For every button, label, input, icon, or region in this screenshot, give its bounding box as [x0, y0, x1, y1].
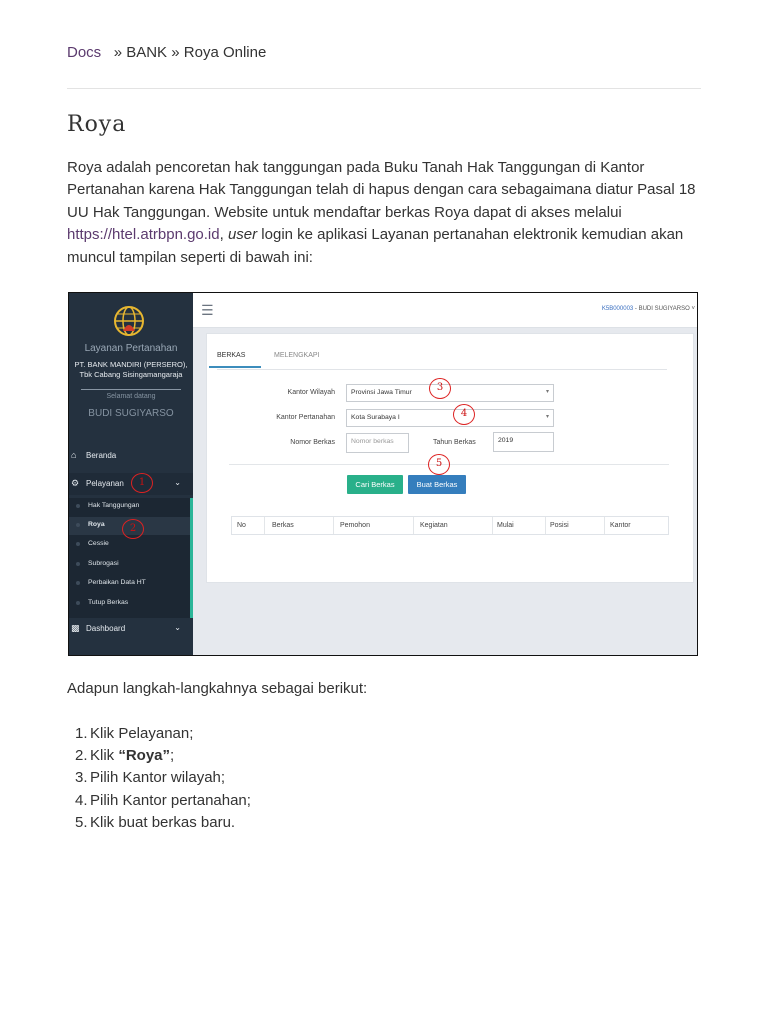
submenu-label: Cessie [88, 540, 109, 547]
marker-4: 4 [453, 404, 475, 425]
submenu-item-perbaikan-data-ht[interactable] [69, 575, 190, 593]
breadcrumb-separator: » [171, 44, 180, 61]
app-topbar [193, 293, 697, 328]
nav-label: Pelayanan [86, 479, 124, 488]
tab-berkas[interactable]: BERKAS [217, 352, 261, 359]
table-column-divider [333, 517, 334, 534]
table-header-cell: No [237, 522, 246, 529]
cubes-icon: ▩ [71, 623, 80, 633]
table-column-divider [492, 517, 493, 534]
breadcrumb-docs-link[interactable]: Docs [67, 44, 102, 61]
caret-down-icon: ▾ [545, 414, 549, 420]
breadcrumb-bank: BANK [126, 44, 168, 61]
marker-2: 2 [122, 519, 144, 539]
sidebar-divider [81, 389, 181, 390]
user-account-menu[interactable]: K5B000003 - BUDI SUGIYARSO ˅ [601, 306, 695, 312]
bank-name [69, 360, 193, 380]
table-header-cell: Posisi [550, 522, 569, 529]
chevron-down-icon: ⌄ [174, 478, 181, 487]
table-header-cell: Berkas [272, 522, 294, 529]
welcome-text: Selamat datang [106, 393, 156, 400]
htel-link[interactable]: https://htel.atrbpn.go.id [67, 226, 220, 244]
step-text-bold: “Roya” [118, 747, 171, 765]
submenu-item-hak-tanggungan[interactable] [69, 498, 190, 516]
nav-label: Dashboard [86, 624, 126, 633]
list-item [67, 723, 251, 745]
tab-melengkapi[interactable]: MELENGKAPI [274, 352, 320, 359]
table-header-cell: Mulai [497, 522, 514, 529]
submenu-label: Tutup Berkas [88, 599, 129, 606]
bullet-icon [76, 601, 80, 605]
step-text: Klik buat berkas baru. [90, 813, 236, 831]
step-text: Pilih Kantor pertanahan; [90, 791, 251, 809]
step-text: Klik Pelayanan; [90, 725, 194, 742]
step-number: 5. [75, 813, 88, 831]
chevron-down-icon: ⌄ [174, 623, 181, 632]
kantor-wilayah-label: Kantor Wilayah [287, 389, 335, 396]
bullet-icon [76, 523, 80, 527]
berkas-table-header [231, 516, 669, 535]
app-sidebar [69, 293, 193, 655]
table-column-divider [264, 517, 265, 534]
buat-berkas-button[interactable]: Buat Berkas [408, 475, 466, 494]
list-item [67, 812, 251, 834]
submenu-item-tutup-berkas[interactable] [69, 595, 190, 613]
submenu-item-subrogasi[interactable] [69, 556, 190, 574]
kantor-pertanahan-label: Kantor Pertanahan [276, 414, 335, 421]
nav-item-dashboard[interactable] [69, 621, 193, 639]
submenu-label: Subrogasi [88, 560, 119, 567]
home-icon: ⌂ [71, 450, 77, 460]
step-number: 3. [75, 769, 88, 787]
cari-berkas-button[interactable]: Cari Berkas [347, 475, 403, 494]
table-header-cell: Pemohon [340, 522, 370, 529]
bullet-icon [76, 504, 80, 508]
list-item [67, 767, 251, 789]
bank-name-line2: Tbk Cabang Sisingamangaraja [79, 370, 183, 379]
table-column-divider [413, 517, 414, 534]
steps-list [67, 723, 251, 834]
intro-paragraph [67, 157, 701, 269]
app-screenshot [68, 292, 698, 656]
step-text: Klik [90, 747, 119, 765]
submenu-label: Hak Tanggungan [88, 502, 140, 509]
submenu-label: Perbaikan Data HT [88, 579, 146, 586]
bullet-icon [76, 542, 80, 546]
nav-item-beranda[interactable] [69, 448, 193, 464]
bullet-icon [76, 581, 80, 585]
kantor-wilayah-value: Provinsi Jawa Timur [351, 389, 412, 396]
nomor-berkas-input[interactable]: Nomor berkas [346, 433, 409, 453]
table-column-divider [604, 517, 605, 534]
kantor-pertanahan-value: Kota Surabaya I [351, 414, 400, 421]
kantor-pertanahan-select[interactable] [346, 409, 554, 427]
step-number: 2. [75, 747, 88, 765]
user-name: BUDI SUGIYARSO [88, 408, 174, 419]
step-text: Pilih Kantor wilayah; [90, 769, 226, 787]
tab-divider [217, 369, 667, 370]
step-text: ; [170, 747, 175, 765]
step-number: 4. [75, 791, 88, 809]
list-item [67, 745, 251, 767]
bpn-logo-icon [113, 305, 145, 337]
breadcrumb-current: Roya Online [183, 44, 267, 61]
table-header-cell: Kantor [610, 522, 631, 529]
table-column-divider [545, 517, 546, 534]
table-header-cell: Kegiatan [420, 522, 448, 529]
bank-name-line1: PT. BANK MANDIRI (PERSERO), [74, 360, 188, 369]
nomor-berkas-label: Nomor Berkas [290, 439, 335, 446]
intro-text-end: login ke aplikasi Layanan pertanahan elektronik kemudian akan muncul tampilan seperti di bawah ini: [67, 226, 684, 266]
tahun-berkas-input[interactable]: 2019 [493, 432, 554, 452]
berkas-panel [206, 333, 694, 583]
intro-text: Roya adalah pencoretan hak tanggungan pada Buku Tanah Hak Tanggungan di Kantor Pertanahan karena Hak Tanggungan telah di hapus dengan cara sebagaimana diatur Pasal 18 UU Hak Tanggungan. Website untuk mendaftar berkas Roya dapat di akses melalui [67, 159, 696, 221]
hamburger-menu-icon[interactable]: ☰ [201, 302, 214, 318]
intro-user-emphasis: user [227, 226, 258, 244]
marker-3: 3 [429, 378, 451, 399]
marker-5: 5 [428, 454, 450, 475]
topbar-user-name: - BUDI SUGIYARSO [633, 306, 690, 312]
bullet-icon [76, 562, 80, 566]
intro-comma: , [219, 226, 228, 244]
page-title: Roya [67, 112, 127, 137]
marker-1: 1 [131, 473, 153, 493]
caret-down-icon: ▾ [545, 389, 549, 395]
pelayanan-submenu [69, 498, 193, 618]
tahun-berkas-label: Tahun Berkas [433, 439, 476, 446]
breadcrumb [67, 44, 266, 61]
submenu-label: Roya [88, 521, 105, 528]
gears-icon: ⚙ [71, 478, 80, 488]
divider [67, 88, 701, 89]
step-number: 1. [75, 725, 88, 742]
nav-label: Beranda [86, 451, 117, 460]
list-item [67, 790, 251, 812]
app-name: Layanan Pertanahan [84, 343, 178, 354]
steps-intro: Adapun langkah-langkahnya sebagai berikut: [67, 680, 368, 697]
breadcrumb-separator: » [113, 44, 123, 61]
user-nip: K5B000003 [601, 306, 634, 312]
